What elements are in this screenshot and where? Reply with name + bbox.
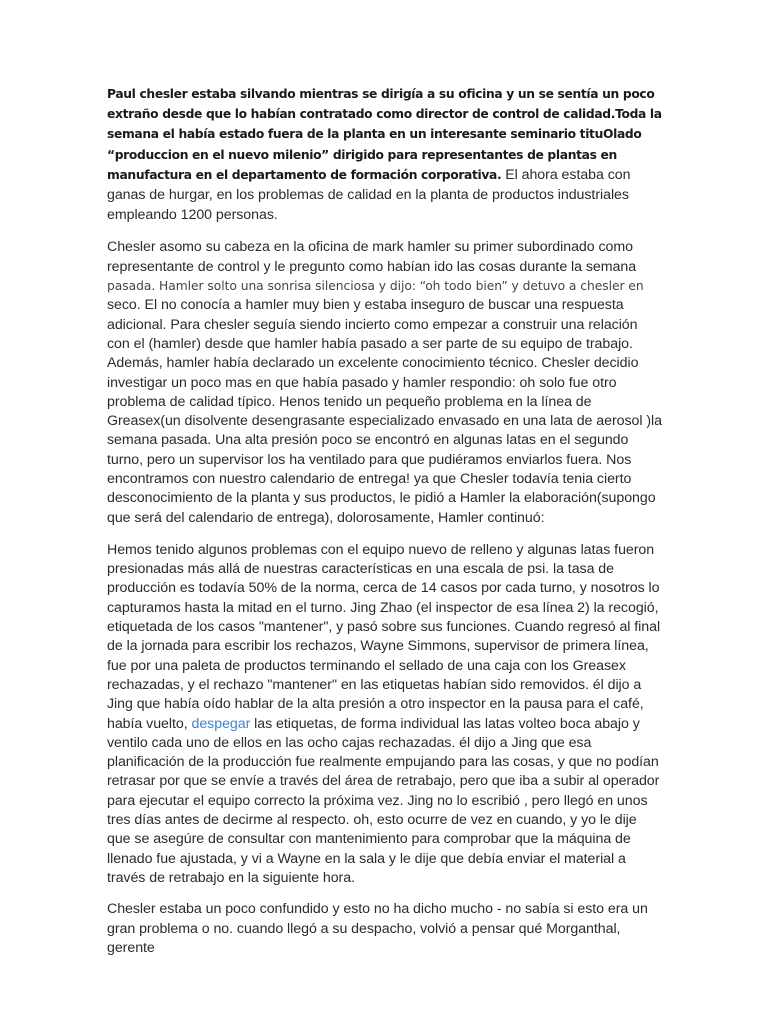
paragraph-1-regular-text: El ahora estaba con ganas de hurgar, en los problemas de calidad en la planta de productos industriales empleando 1200 personas. xyxy=(107,166,631,224)
paragraph-3-text-after: las etiquetas, de forma individual las latas volteo boca abajo y ventilo cada uno de ellos en las ocho cajas rechazadas. él dijo a Jing que esa planificación de la producción fue realmente empujando para las cosas, y que no podían retrasar por que se envíe a través del área de retrabajo, pero que iba a subir al operador para ejecutar el equipo correcto la próxima vez. Jing no lo escribió , pero llegó en unos tres días antes de decirme al respecto. oh, esto ocurre de vez en cuando, y yo le dije que se asegúre de consultar con mantenimiento para comprobar que la máquina de llenado fue ajustada, y vi a Wayne en la sala y le dije que debía enviar el material a través de retrabajo en la siguiente hora. xyxy=(107,715,660,886)
paragraph-2 xyxy=(107,238,663,527)
paragraph-1-bold-text: Paul chesler estaba silvando mientras se dirigía a su oficina y un se sentía un poco extraño desde que lo habían contratado como director de control de calidad.Toda la semana el había estado fuera de la planta en un interesante seminario tituOlado “produccion en el nuevo milenio” dirigido para representantes de plantas en manufactura en el departamento de formación corporativa. xyxy=(107,87,662,182)
paragraph-2-light-text: pasada. Hamler solto una sonrisa silenciosa y dijo: “oh todo bien” y detuvo a chesler en xyxy=(107,279,644,294)
paragraph-3-text-before: Hemos tenido algunos problemas con el equipo nuevo de relleno y algunas latas fueron presionadas más allá de nuestras características en una escala de psi. la tasa de producción es todavía 50% de la norma, cerca de 14 casos por cada turno, y nosotros lo capturamos hasta la mitad en el turno. Jing Zhao (el inspector de esa línea 2) la recogió, etiquetada de los casos "mantener", y pasó sobre sus funciones. Cuando regresó al final de la jornada para escribir los rechazos, Wayne Simmons, supervisor de primera línea, fue por una paleta de productos terminando el sellado de una caja con los Greasex rechazadas, y el rechazo "mantener" en las etiquetas habían sido removidos. él dijo a Jing que había oído hablar de la alta presión a otro inspector en la pausa para el café, había vuelto, xyxy=(107,541,661,732)
paragraph-3 xyxy=(107,541,663,888)
paragraph-2-text-before: Chesler asomo su cabeza en la oficina de mark hamler su primer subordinado como representante de control y le pregunto como habían ido las cosas durante la semana xyxy=(107,239,637,275)
paragraph-4 xyxy=(107,900,663,958)
paragraph-4-text: Chesler estaba un poco confundido y esto no ha dicho mucho - no sabía si esto era un gran problema o no. cuando llegó a su despacho, volvió a pensar qué Morganthal, gerente xyxy=(107,901,648,956)
paragraph-1 xyxy=(107,84,663,225)
document-page xyxy=(107,84,663,958)
despegar-link[interactable]: despegar xyxy=(191,715,251,732)
paragraph-2-text-after: seco. El no conocía a hamler muy bien y estaba inseguro de buscar una respuesta adicional. Para chesler seguía siendo incierto como empezar a construir una relación con el (hamler) desde que hamler había pasado a ser parte de su equipo de trabajo. Además, hamler había declarado un excelente conocimiento técnico. Chesler decidio investigar un poco mas en que había pasado y hamler respondio: oh solo fue otro problema de calidad típico. Henos tenido un pequeño problema en la línea de Greasex(un disolvente desengrasante especializado envasado en una lata de aerosol )la semana pasada. Una alta presión poco se encontró en algunas latas en el segundo turno, pero un supervisor los ha ventilado para que pudiéramos enviarlos fuera. Nos encontramos con nuestro calendario de entrega! ya que Chesler todavía tenia cierto desconocimiento de la planta y sus productos, le pidió a Hamler la elaboración(supongo que será del calendario de entrega), dolorosamente, Hamler continuó: xyxy=(107,297,662,526)
